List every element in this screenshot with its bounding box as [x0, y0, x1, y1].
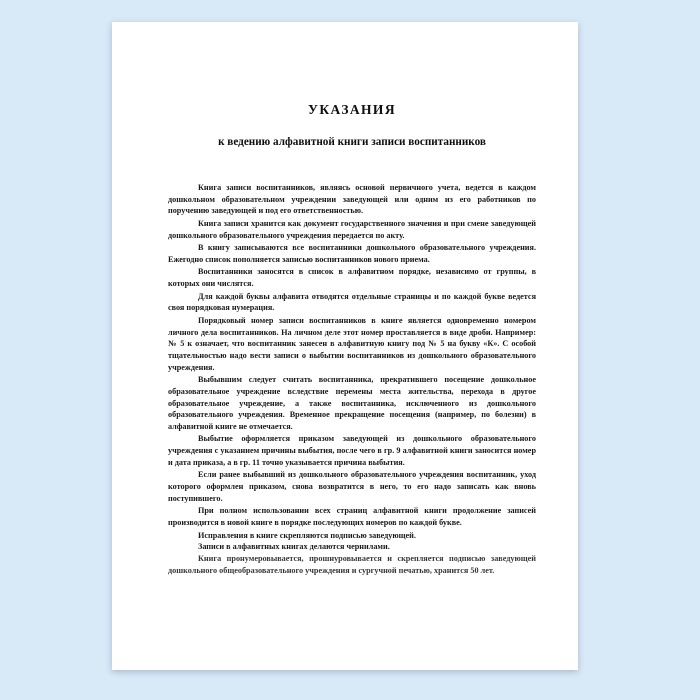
paragraph: В книгу записываются все воспитанники дошкольного образовательного учреждения. Ежегодно список пополняется записью воспитанников нового приема.	[168, 243, 536, 264]
paragraph: Записи в алфавитных книгах делаются чернилами.	[198, 542, 390, 552]
page-title: УКАЗАНИЯ	[308, 102, 396, 117]
paragraph: При полном использовании всех страниц алфавитной книги продолжение записей производится в новой книге в порядке последующих номеров по каждой букве.	[168, 506, 536, 527]
document-page	[112, 22, 578, 670]
paragraph: Воспитанники заносятся в список в алфавитном порядке, независимо от группы, в которых они числятся.	[168, 267, 536, 289]
document-page-container	[112, 22, 578, 670]
paragraph: Для каждой буквы алфавита отводятся отдельные страницы и по каждой букве ведется своя порядковая нумерация.	[168, 291, 536, 313]
paragraph: Выбывшим следует считать воспитанника, прекратившего посещение дошкольное образовательное учреждение вследствие перемены места жительства, перехода в другое образовательное учреждение, а также воспитанника, исключенного из дошкольного образовательного учреждения. Временное прекращение посещения (например, по болезни) в алфавитной книге не отмечается.	[168, 375, 536, 431]
paragraph: Исправления в книге скрепляются подписью заведующей.	[198, 530, 416, 540]
page-subtitle: к ведению алфавитной книги записи воспитанников	[218, 136, 486, 148]
document-body	[168, 102, 536, 577]
paragraph: Выбытие оформляется приказом заведующей из дошкольного образовательного учреждения с указанием причины выбытия, после чего в гр. 9 алфавитной книги заносится номер и дата приказа, а в гр. 11 точно указывается причина выбытия.	[168, 434, 536, 467]
paragraph: Если ранее выбывший из дошкольного образовательного учреждения воспитанник, уход которого оформлен приказом, снова возвратится в него, то его надо записать как вновь поступившего.	[168, 470, 536, 503]
paragraph: Книга записи хранится как документ государственного значения и при смене заведующей дошкольного образовательного учреждения передается по акту.	[168, 218, 536, 240]
paragraph: Порядковый номер записи воспитанников в книге является одновременно номером личного дела воспитанников. На личном деле этот номер проставляется в виде дроби. Например: № 5 к означает, что воспитанник занесен в алфавитную книгу под № 5 на букву «К». С особой тщательностью надо вести записи о выбытии воспитанников из дошкольного образовательного учреждения.	[168, 316, 536, 372]
paragraph: Книга записи воспитанников, являясь основой первичного учета, ведется в каждом дошкольном образовательном учреждении заведующей или одним из его работников по поручению заведующей и под его ответственностью.	[168, 183, 536, 216]
paragraph: Книга пронумеровывается, прошнуровывается и скрепляется подписью заведующей дошкольного общеобразовательного учреждения и сургучной печатью, хранится 50 лет.	[168, 553, 536, 575]
